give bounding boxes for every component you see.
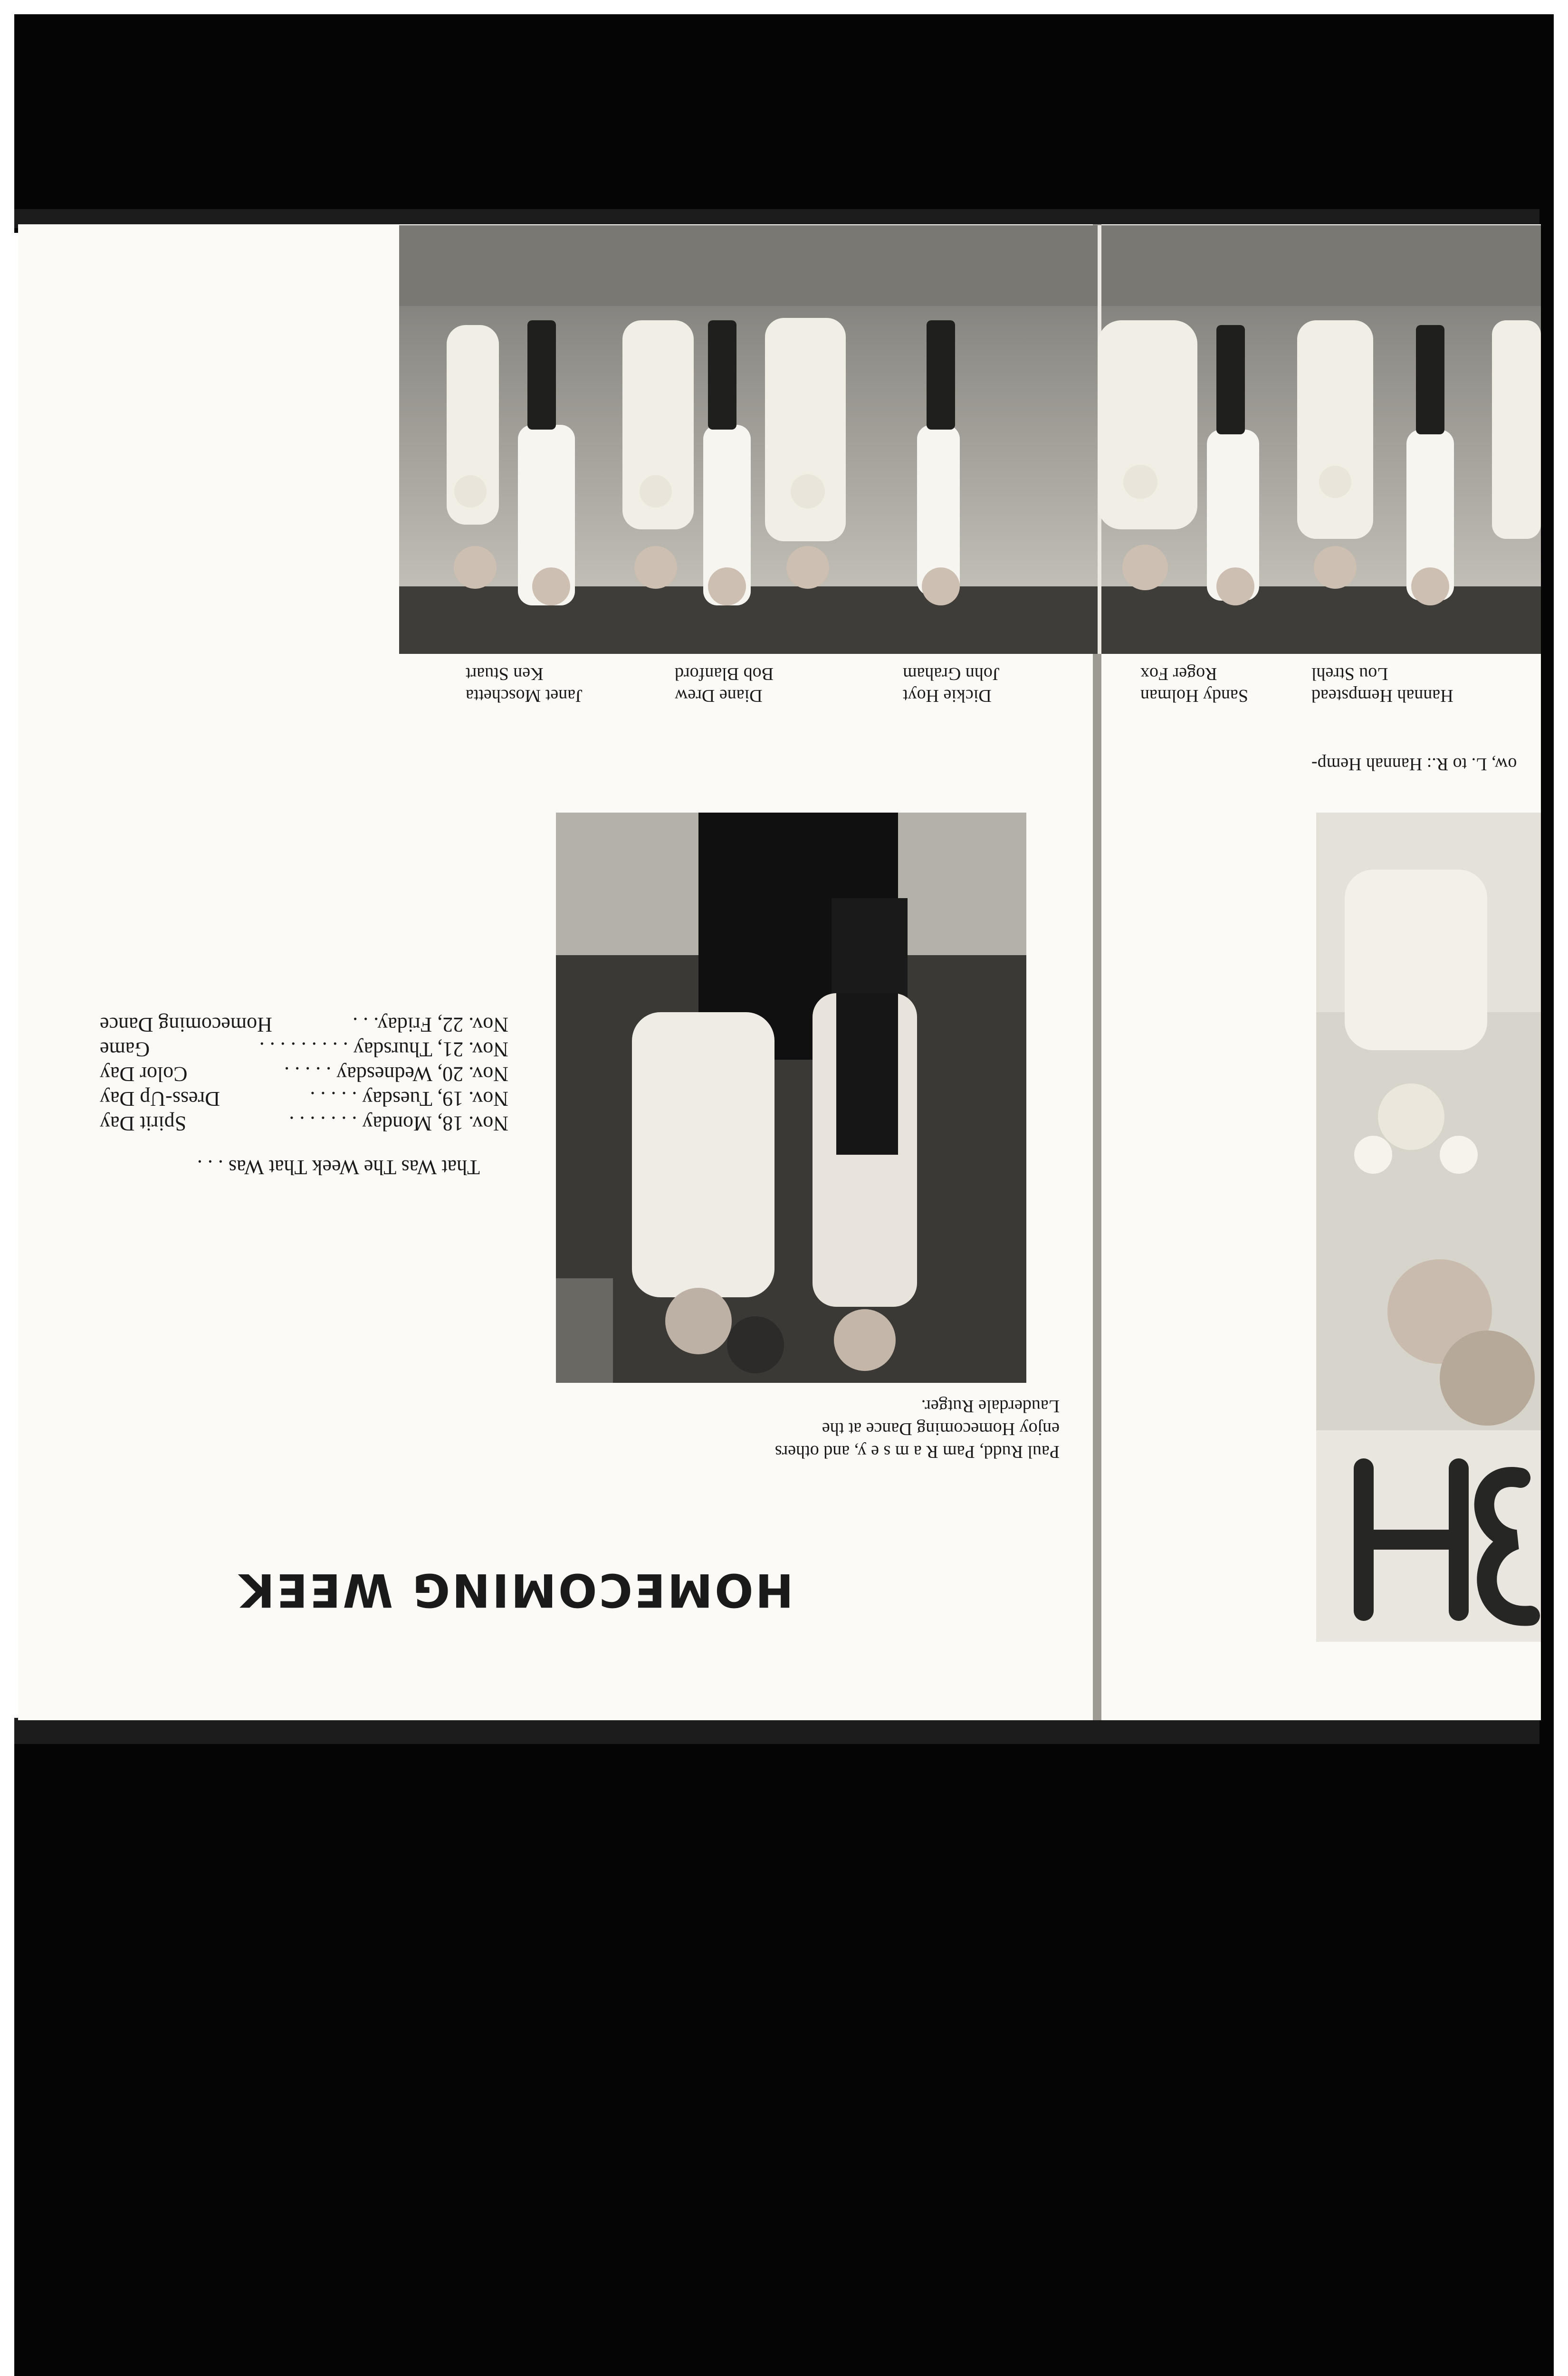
homecoming-dance-photo <box>556 813 1026 1383</box>
schedule-event: Dress-Up Day <box>100 1087 220 1111</box>
homecoming-schedule <box>100 1012 508 1179</box>
cover-edge-bottom <box>14 1718 1539 1744</box>
schedule-row <box>100 1012 508 1037</box>
homecoming-queen-photo-image <box>1316 813 1541 1642</box>
court-name-top: Sandy Holman <box>1140 686 1248 706</box>
homecoming-court-photo <box>399 225 1541 654</box>
schedule-row <box>100 1037 508 1062</box>
homecoming-court-photo-image <box>399 225 1541 654</box>
schedule-event: Game <box>100 1038 150 1061</box>
court-name-top: Hannah Hempstead <box>1311 686 1453 706</box>
homecoming-queen-photo <box>1316 813 1541 1642</box>
scanner-background-bottom <box>14 1720 1554 2376</box>
court-name-bottom: Lou Strehl <box>1311 664 1388 684</box>
court-name-bottom: Bob Blanford <box>675 664 774 684</box>
schedule-heading: That Was The Week That Was . . . <box>197 1156 480 1179</box>
court-names-5 <box>1311 663 1468 707</box>
schedule-day: Nov. 22, Friday. . . <box>353 1013 508 1036</box>
schedule-event: Color Day <box>100 1063 188 1086</box>
court-name-bottom: Ken Stuart <box>466 664 544 684</box>
dance-photo-caption: Paul Rudd, Pam R a m s e y, and others enjoy Homecoming Dance at the Lauderdale Rutger. <box>774 1396 1060 1462</box>
schedule-row <box>100 1062 508 1086</box>
right-page-caption: ow, L. to R.: Hannah Hemp- <box>1311 754 1517 774</box>
scanner-background-top <box>14 14 1554 233</box>
schedule-event: Spirit Day <box>100 1112 187 1135</box>
court-name-bottom: John Graham <box>903 664 1000 684</box>
schedule-day: Nov. 19, Tuesday . . . . . <box>310 1087 508 1111</box>
schedule-event: Homecoming Dance <box>100 1013 272 1036</box>
court-name-top: Janet Moschetta <box>466 686 583 706</box>
schedule-row <box>100 1086 508 1111</box>
homecoming-dance-photo-image <box>556 813 1026 1383</box>
court-name-top: Dickie Hoyt <box>903 686 992 706</box>
schedule-row <box>100 1111 508 1136</box>
court-names-2 <box>675 663 798 707</box>
page-title: HOMECOMING WEEK <box>237 1563 794 1617</box>
schedule-day: Nov. 20, Wednesday . . . . . <box>284 1063 508 1086</box>
schedule-day: Nov. 18, Monday . . . . . . . <box>289 1112 508 1135</box>
court-names-3 <box>903 663 1026 707</box>
court-names-4 <box>1140 663 1264 707</box>
court-name-top: Diane Drew <box>675 686 763 706</box>
schedule-day: Nov. 21, Thursday . . . . . . . . . <box>259 1038 508 1061</box>
scanner-background-right <box>1539 14 1554 2376</box>
court-names-1 <box>466 663 599 707</box>
court-name-bottom: Roger Fox <box>1140 664 1217 684</box>
